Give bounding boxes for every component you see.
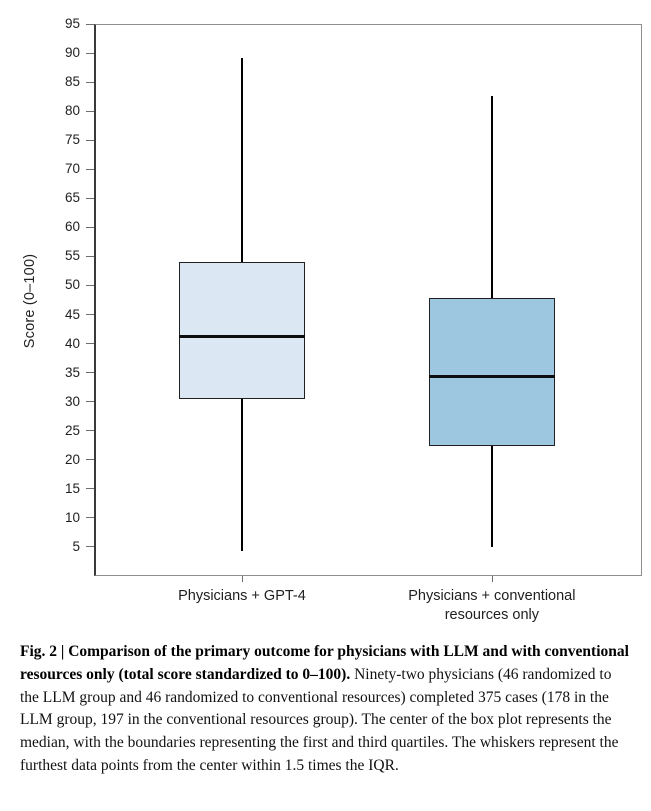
x-tick-mark bbox=[492, 576, 493, 582]
y-tick-label: 85 bbox=[64, 74, 80, 90]
y-tick-mark bbox=[86, 401, 94, 402]
y-tick-label: 5 bbox=[72, 538, 80, 554]
lower-whisker bbox=[491, 446, 493, 547]
plot-panel bbox=[94, 24, 642, 576]
figure-caption bbox=[20, 641, 633, 778]
y-tick-mark bbox=[86, 430, 94, 431]
upper-whisker bbox=[491, 96, 493, 298]
y-tick-label: 80 bbox=[64, 103, 80, 119]
iqr-box bbox=[429, 298, 555, 446]
y-tick-label: 65 bbox=[64, 190, 80, 206]
y-tick-label: 95 bbox=[64, 16, 80, 31]
y-tick-label: 30 bbox=[64, 393, 80, 409]
y-tick-mark bbox=[86, 256, 94, 257]
y-tick-mark bbox=[86, 198, 94, 199]
y-tick-mark bbox=[86, 343, 94, 344]
y-tick-label: 15 bbox=[64, 480, 80, 496]
y-tick-mark bbox=[86, 169, 94, 170]
y-tick-label: 50 bbox=[64, 277, 80, 293]
iqr-box bbox=[179, 262, 305, 400]
y-tick-mark bbox=[86, 227, 94, 228]
y-tick-mark bbox=[86, 140, 94, 141]
y-tick-mark bbox=[86, 372, 94, 373]
y-tick-label: 90 bbox=[64, 45, 80, 61]
y-tick-mark bbox=[86, 488, 94, 489]
category-label-line: Physicians + conventional bbox=[408, 588, 576, 604]
y-tick-label: 70 bbox=[64, 161, 80, 177]
y-axis-title: Score (0–100) bbox=[22, 253, 38, 349]
upper-whisker bbox=[241, 58, 243, 261]
median-line bbox=[179, 335, 305, 338]
median-line bbox=[429, 375, 555, 378]
y-tick-mark bbox=[86, 111, 94, 112]
category-label bbox=[122, 587, 362, 606]
y-tick-mark bbox=[86, 517, 94, 518]
y-tick-mark bbox=[86, 24, 94, 25]
y-tick-label: 35 bbox=[64, 364, 80, 380]
y-tick-label: 45 bbox=[64, 306, 80, 322]
y-tick-mark bbox=[86, 82, 94, 83]
y-tick-label: 55 bbox=[64, 248, 80, 264]
category-label-line: resources only bbox=[444, 607, 539, 623]
y-tick-label: 20 bbox=[64, 451, 80, 467]
category-label-line: Physicians + GPT-4 bbox=[178, 588, 306, 604]
y-tick-label: 25 bbox=[64, 422, 80, 438]
y-tick-mark bbox=[86, 459, 94, 460]
category-label bbox=[372, 587, 612, 625]
y-tick-mark bbox=[86, 285, 94, 286]
y-tick-label: 40 bbox=[64, 335, 80, 351]
y-tick-label: 75 bbox=[64, 132, 80, 148]
lower-whisker bbox=[241, 399, 243, 551]
y-tick-mark bbox=[86, 53, 94, 54]
y-tick-label: 60 bbox=[64, 219, 80, 235]
y-tick-mark bbox=[86, 546, 94, 547]
caption-body: Ninety-two physicians (46 randomized to the LLM group and 46 randomized to conventional resources) completed 375 cases (178 in the LLM group, 197 in the conventional resources group). The center of the box plot represents the median, with the boundaries representing the first and third quartiles. The whiskers represent the furthest data points from the center within 1.5 times the IQR. bbox=[20, 665, 619, 774]
caption-title: Fig. 2 | Comparison of the primary outcome for physicians with LLM and with conventional resources only (total score standardized to 0–100). bbox=[20, 643, 629, 683]
x-tick-mark bbox=[242, 576, 243, 582]
y-tick-label: 10 bbox=[64, 509, 80, 525]
y-tick-mark bbox=[86, 314, 94, 315]
